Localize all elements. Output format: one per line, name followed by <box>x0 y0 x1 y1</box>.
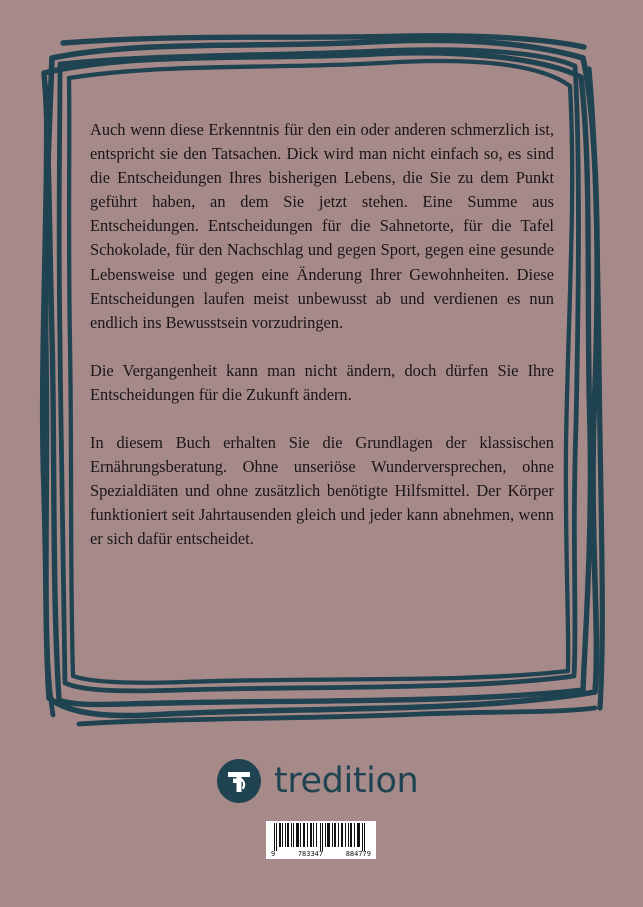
barcode-digit-right: 884779 <box>345 850 371 858</box>
barcode-digits <box>266 851 376 858</box>
isbn-barcode <box>266 821 376 859</box>
tredition-t-logo-icon <box>216 758 262 804</box>
barcode-digit-left: 783347 <box>297 850 324 858</box>
publisher-brand <box>216 757 418 805</box>
cover-paragraph-2: Die Vergangenheit kann man nicht ändern, doch dürfen Sie Ihre Entscheidungen für die Zukunft ändern. <box>90 360 554 404</box>
cover-text <box>90 118 554 576</box>
cover-paragraph-1: Auch wenn diese Erkenntnis für den ein oder anderen schmerzlich ist, entspricht sie den Tatsachen. Dick wird man nicht einfach so, es sind die Entscheidungen Ihres bisherigen Lebens, die Sie zu dem Punkt geführt haben, an dem Sie jetzt stehen. Eine Summe aus Entscheidungen. Entscheidungen für die Sahnetorte, für die Tafel Schokolade, für den Nachschlag und gegen Sport, gegen eine gesunde Lebensweise und gegen eine Änderung Ihrer Gewohnheiten. Diese Entscheidungen laufen meist unbewusst ab und verdienen es nun endlich ins Bewusstsein vorzudringen. <box>90 120 554 332</box>
publisher-name: tredition <box>274 760 419 801</box>
cover-paragraph-3: In diesem Buch erhalten Sie die Grundlagen der klassischen Ernährungsberatung. Ohne unseriöse Wunderversprechen, ohne Spezialdiäten und ohne zusätzlich benötigte Hilfsmittel. Der Körper funktioniert seit Jahrtausenden gleich und jeder kann abnehmen, wenn er sich dafür entscheidet. <box>90 433 554 549</box>
barcode-digit-prefix: 9 <box>271 850 276 858</box>
